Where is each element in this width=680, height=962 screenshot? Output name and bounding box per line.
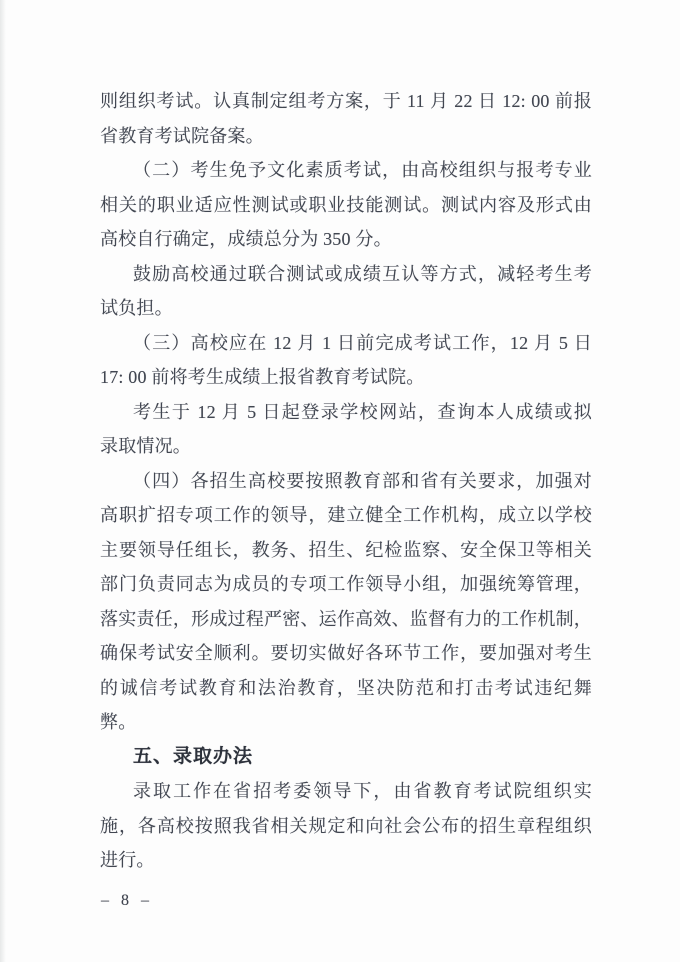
text-line: 部门负责同志为成员的专项工作领导小组，加强统筹管理， [100, 574, 592, 594]
scan-edge-shadow [0, 0, 6, 962]
text-line: 确保考试安全顺利。要切实做好各环节工作，要加强对考生 [100, 643, 592, 663]
text-line: 施，各高校按照我省相关规定和向社会公布的招生章程组织 [100, 815, 592, 836]
text-line: 录取工作在省招考委领导下，由省教育考试院组织实 [133, 781, 592, 801]
text-line: 则组织考试。认真制定组考方案，于 11 月 22 日 12: 00 前报 [100, 91, 592, 111]
page-number: – 8 – [101, 892, 153, 909]
text-line: （四）各招生高校要按照教育部和省有关要求，加强对 [133, 470, 592, 491]
text-line: 17: 00 前将考生成绩上报省教育考试院。 [100, 367, 425, 387]
text-line: 鼓励高校通过联合测试或成绩互认等方式，减轻考生考 [133, 263, 592, 284]
text-line: 落实责任，形成过程严密、运作高效、监督有力的工作机制， [100, 608, 592, 629]
text-line: 录取情况。 [100, 436, 191, 456]
text-line: 试负担。 [100, 298, 173, 318]
text-line: 主要领导任组长，教务、招生、纪检监察、安全保卫等相关 [100, 539, 592, 560]
text-line: （二）考生免予文化素质考试，由高校组织与报考专业 [133, 160, 592, 180]
section-heading: 五、录取办法 [133, 745, 254, 767]
text-line: 的诚信考试教育和法治教育，坚决防范和打击考试违纪舞 [100, 677, 592, 698]
text-line: 高校自行确定，成绩总分为 350 分。 [100, 229, 392, 249]
text-line: 进行。 [100, 850, 155, 870]
text-line: （三）高校应在 12 月 1 日前完成考试工作，12 月 5 日 [133, 332, 592, 353]
text-line: 弊。 [100, 712, 137, 732]
text-line: 相关的职业适应性测试或职业技能测试。测试内容及形式由 [100, 194, 592, 215]
text-line: 考生于 12 月 5 日起登录学校网站，查询本人成绩或拟 [133, 401, 592, 422]
text-line: 省教育考试院备案。 [100, 125, 264, 146]
document-page-body [100, 84, 592, 878]
text-line: 高职扩招专项工作的领导，建立健全工作机构，成立以学校 [100, 505, 592, 525]
